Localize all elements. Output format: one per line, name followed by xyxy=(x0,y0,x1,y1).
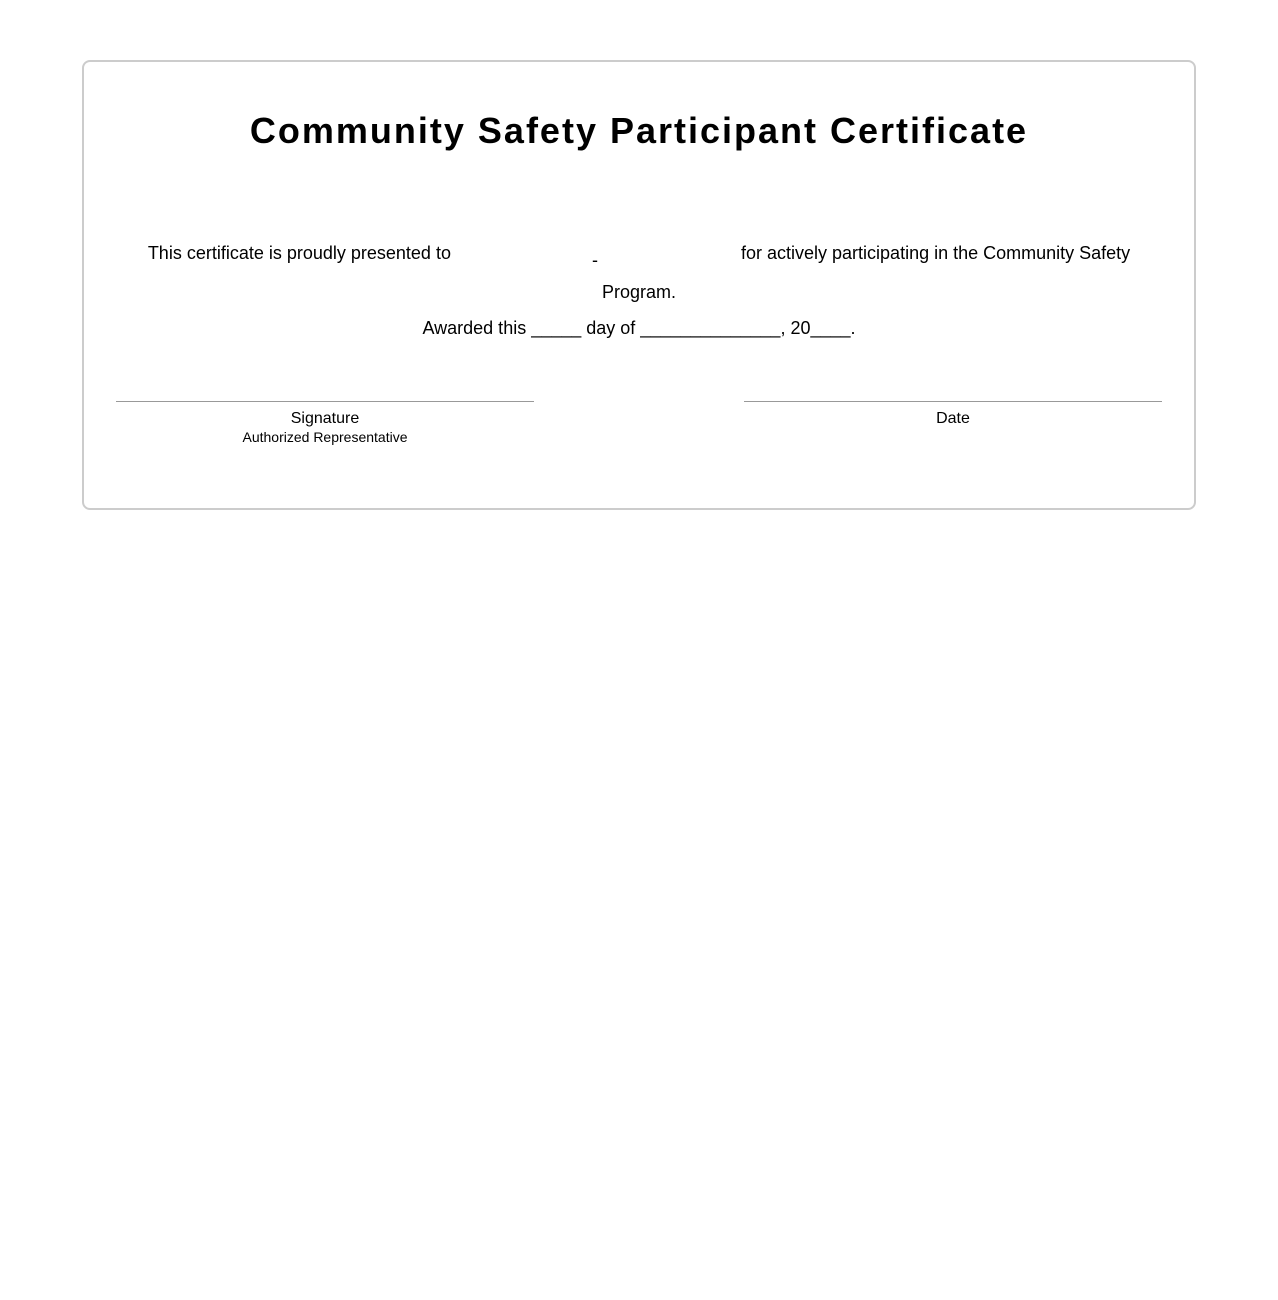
presented-suffix: for actively participating in the Community Safety Program. xyxy=(601,243,1131,302)
awarded-date-line: Awarded this _____ day of ______________, 20____. xyxy=(422,318,856,338)
signature-label: Signature xyxy=(290,410,360,427)
signature-block xyxy=(116,401,534,446)
recipient-name-placeholder: - xyxy=(591,250,598,270)
presented-prefix: This certificate is proudly presented to xyxy=(147,243,451,263)
date-line xyxy=(744,401,1162,402)
presented-statement xyxy=(116,234,1162,312)
certificate-title: Community Safety Participant Certificate xyxy=(249,110,1029,151)
signature-line xyxy=(116,401,534,402)
recipient-name-field[interactable] xyxy=(456,239,736,270)
date-block xyxy=(744,401,1162,428)
date-label: Date xyxy=(936,410,970,427)
signature-sublabel: Authorized Representative xyxy=(242,429,408,445)
certificate-card xyxy=(82,60,1196,510)
